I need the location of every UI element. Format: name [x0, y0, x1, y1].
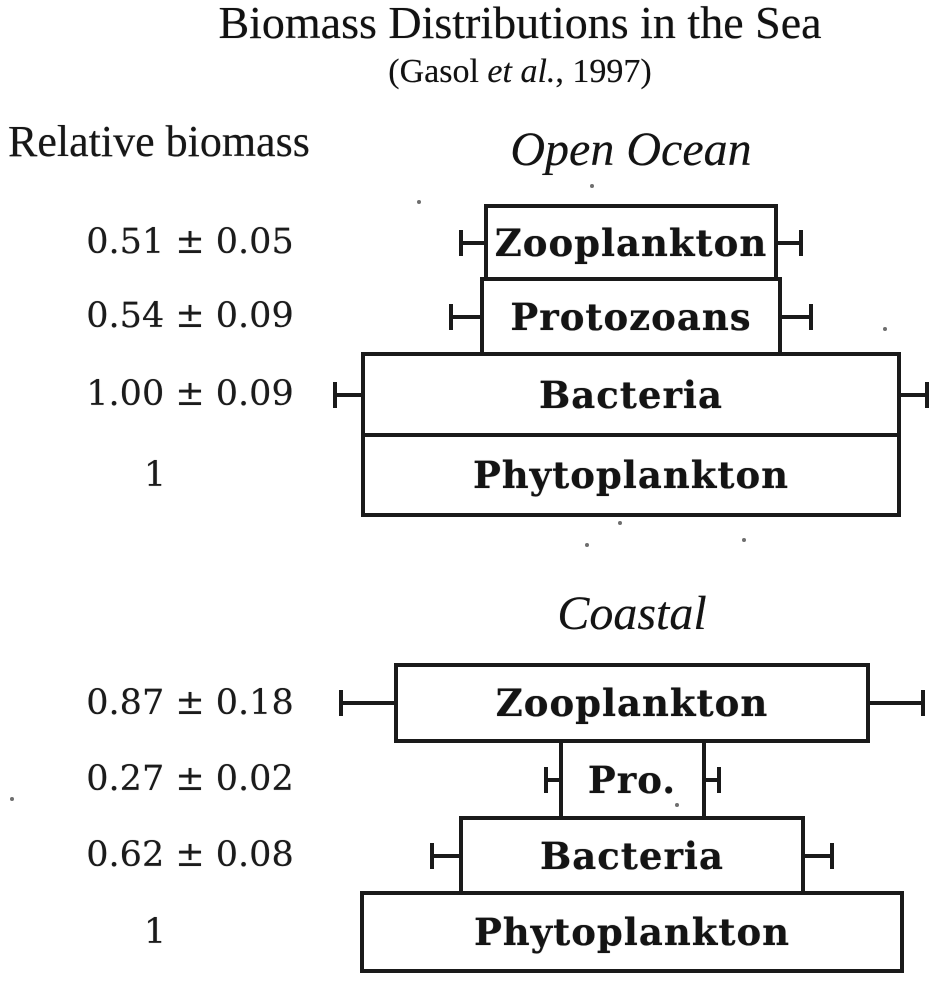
- value-label: 0.51 ± 0.05: [86, 222, 294, 262]
- pyramid-box-bacteria: [459, 816, 805, 895]
- value-label: 1: [143, 455, 167, 495]
- value-label: 0.87 ± 0.18: [86, 683, 294, 723]
- pyramid-box-zooplankton: [394, 663, 870, 743]
- pyramid-box-phytoplankton: [360, 891, 904, 973]
- box-label: Zooplankton: [495, 681, 769, 725]
- pyramid-box-phytoplankton: [361, 433, 901, 517]
- errorbar-whisker-right: [870, 701, 921, 705]
- errorbar-cap-left: [544, 767, 548, 793]
- value-label: 1: [143, 912, 167, 952]
- box-label: Bacteria: [540, 833, 724, 878]
- subtitle-etal: et al.: [487, 53, 556, 90]
- errorbar-whisker-left: [434, 854, 459, 858]
- relative-biomass-label: Relative biomass: [8, 117, 310, 166]
- box-label: Bacteria: [539, 372, 723, 417]
- box-label: Protozoans: [510, 294, 752, 339]
- figure-title: Biomass Distributions in the Sea: [218, 0, 822, 48]
- pyramid-box-protozoans: [480, 277, 782, 356]
- errorbar-cap-left: [459, 230, 463, 256]
- value-label: 0.27 ± 0.02: [86, 759, 294, 799]
- scan-speck: [618, 521, 622, 525]
- value-label: 0.54 ± 0.09: [86, 296, 294, 336]
- pyramid-box-zooplankton: [484, 204, 778, 281]
- errorbar-cap-right: [830, 843, 834, 869]
- pyramid-box-pro: [559, 739, 706, 820]
- subtitle-prefix: (Gasol: [388, 53, 488, 90]
- scan-speck: [675, 803, 679, 807]
- errorbar-whisker-right: [778, 241, 799, 245]
- box-label: Pro.: [587, 757, 677, 802]
- errorbar-cap-right: [925, 382, 929, 408]
- errorbar-cap-left: [430, 843, 434, 869]
- errorbar-whisker-right: [706, 778, 717, 782]
- errorbar-cap-right: [799, 230, 803, 256]
- errorbar-whisker-left: [453, 315, 480, 319]
- scan-speck: [590, 184, 594, 188]
- coastal-heading: Coastal: [557, 587, 707, 640]
- figure-subtitle: [100, 52, 938, 93]
- errorbar-cap-right: [809, 304, 813, 330]
- errorbar-whisker-left: [463, 241, 484, 245]
- errorbar-whisker-left: [548, 778, 559, 782]
- errorbar-whisker-right: [782, 315, 809, 319]
- box-label: Phytoplankton: [472, 453, 790, 497]
- errorbar-cap-left: [339, 690, 343, 716]
- open-ocean-heading: Open Ocean: [510, 123, 752, 176]
- errorbar-whisker-right: [901, 393, 925, 397]
- scan-speck: [585, 543, 589, 547]
- errorbar-whisker-left: [343, 701, 394, 705]
- pyramid-box-bacteria: [361, 352, 901, 437]
- scan-speck: [883, 327, 887, 331]
- errorbar-cap-right: [717, 767, 721, 793]
- errorbar-cap-left: [449, 304, 453, 330]
- scan-speck: [10, 797, 14, 801]
- subtitle-suffix: , 1997): [555, 53, 652, 90]
- value-label: 1.00 ± 0.09: [86, 374, 294, 414]
- scan-speck: [742, 538, 746, 542]
- scan-speck: [417, 200, 421, 204]
- box-label: Zooplankton: [494, 220, 768, 265]
- errorbar-whisker-left: [337, 393, 361, 397]
- errorbar-whisker-right: [805, 854, 830, 858]
- errorbar-cap-left: [333, 382, 337, 408]
- box-label: Phytoplankton: [473, 910, 791, 954]
- errorbar-cap-right: [921, 690, 925, 716]
- value-label: 0.62 ± 0.08: [86, 835, 294, 875]
